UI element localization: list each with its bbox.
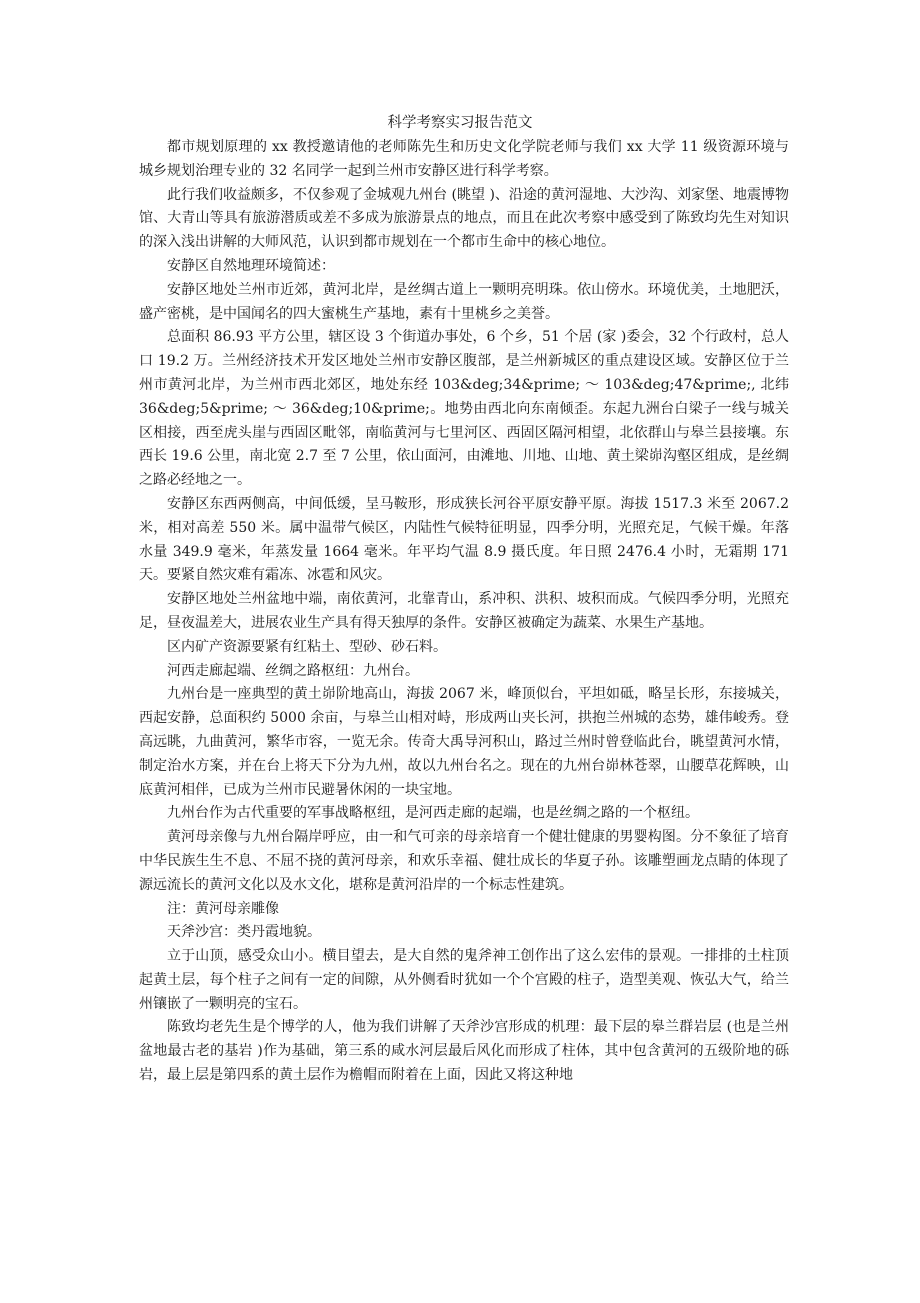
paragraph: 安静区地处兰州盆地中端，南依黄河，北靠青山，系冲积、洪积、坡积而成。气候四季分明，光照充足，昼夜温差大，进展农业生产具有得天独厚的条件。安静区被确定为蔬菜、水果生产基地。 [139,591,789,631]
section-heading: 安静区自然地理环境简述： [167,257,335,274]
document-body [139,136,789,1088]
paragraph: 安静区地处兰州市近郊，黄河北岸，是丝绸古道上一颗明亮明珠。依山傍水。环境优美，土地肥沃，盛产密桃，是中国闻名的四大蜜桃生产基地，素有十里桃乡之美誉。 [139,281,789,322]
paragraph: 九州台是一座典型的黄土峁阶地高山，海拔 2067 米，峰顶似台，平坦如砥，略呈长形，东接城关，西起安静，总面积约 5000 余亩，与皋兰山相对峙，形成两山夹长河，拱抱兰州城的态势，雄伟峻秀。登高远眺，九曲黄河，繁华市容，一览无余。传奇大禹导河积山，路过兰州时曾登临此台，眺望黄河水情，制定治水方案，并在台上将天下分为九州，故以九州台名之。现在的九州台峁林苍翠，山腰草花辉映，山底黄河相伴，已成为兰州市民避暑休闲的一块宝地。 [139,686,789,798]
paragraph: 安静区东西两侧高，中间低缓，呈马鞍形，形成狭长河谷平原安静平原。海拔 1517.3 米至 2067.2 米，相对高差 550 米。属中温带气候区，内陆性气候特征明显，四季分明，光照充足，气候干燥。年落水量 349.9 毫米，年蒸发量 1664 毫米。年平均气温 8.9 摄氏度。年日照 2476.4 小时，无霜期 171 天。要紧自然灾难有霜冻、冰雹和风灾。 [139,495,789,584]
section-heading: 河西走廊起端、丝绸之路枢纽：九州台。 [167,662,419,679]
paragraph: 区内矿产资源要紧有红粘土、型砂、砂石料。 [167,638,447,655]
paragraph: 九州台作为古代重要的军事战略枢纽，是河西走廊的起端，也是丝绸之路的一个枢纽。 [167,805,699,822]
paragraph: 黄河母亲像与九州台隔岸呼应，由一和气可亲的母亲培育一个健壮健康的男婴构图。分不象征了培育中华民族生生不息、不屈不挠的黄河母亲，和欢乐幸福、健壮成长的华夏子孙。该雕塑画龙点睛的体现了源远流长的黄河文化以及水文化，堪称是黄河沿岸的一个标志性建筑。 [139,829,789,893]
paragraph: 总面积 86.93 平方公里，辖区设 3 个街道办事处，6 个乡，51 个居 (家 )委会，32 个行政村，总人口 19.2 万。兰州经济技术开发区地处兰州市安静区腹部，是兰州新城区的重点建设区域。安静区位于兰州市黄河北岸，为兰州市西北郊区，地处东经 103&deg;34&prime; ～ 103&deg;47&prime;, 北纬 36&deg;5&prime; ～ 36&deg;10&prime;。地势由西北向东南倾歪。东起九洲台白梁子一线与城关区相接，西至虎头崖与西固区毗邻，南临黄河与七里河区、西固区隔河相望，北依群山与皋兰县接壤。东西长 19.6 公里，南北宽 2.7 至 7 公里，依山面河，由滩地、川地、山地、黄土梁峁沟壑区组成，是丝绸之路必经地之一。 [139,329,789,489]
note: 注：黄河母亲雕像 [167,900,279,917]
paragraph: 都市规划原理的 xx 教授邀请他的老师陈先生和历史文化学院老师与我们 xx 大学 11 级资源环境与城乡规划治理专业的 32 名同学一起到兰州市安静区进行科学考察。 [139,139,789,179]
document-title: 科学考察实习报告范文 [387,115,533,131]
section-heading: 天斧沙宫：类丹霞地貌。 [167,924,321,941]
paragraph: 陈致均老先生是个博学的人，他为我们讲解了天斧沙宫形成的机理：最下层的皋兰群岩层 (也是兰州盆地最古老的基岩 )作为基础，第三系的咸水河层最后风化而形成了柱体，其中包含黄河的五级阶地的砾岩，最上层是第四系的黄土层作为檐帽而附着在上面，因此又将这种地 [139,1019,789,1084]
paragraph: 立于山顶，感受众山小。横目望去，是大自然的鬼斧神工创作出了这么宏伟的景观。一排排的土柱顶起黄土层，每个柱子之间有一定的间隙，从外侧看时犹如一个个宫殿的柱子，造型美观、恢弘大气，给兰州镶嵌了一颗明亮的宝石。 [139,948,789,1012]
paragraph: 此行我们收益颇多，不仅参观了金城观九州台 (眺望 )、沿途的黄河湿地、大沙沟、刘家堡、地震博物馆、大青山等具有旅游潜质或差不多成为旅游景点的地点，而且在此次考察中感受到了陈致均先生对知识的深入浅出讲解的大师风范，认识到都市规划在一个都市生命中的核心地位。 [139,186,789,251]
